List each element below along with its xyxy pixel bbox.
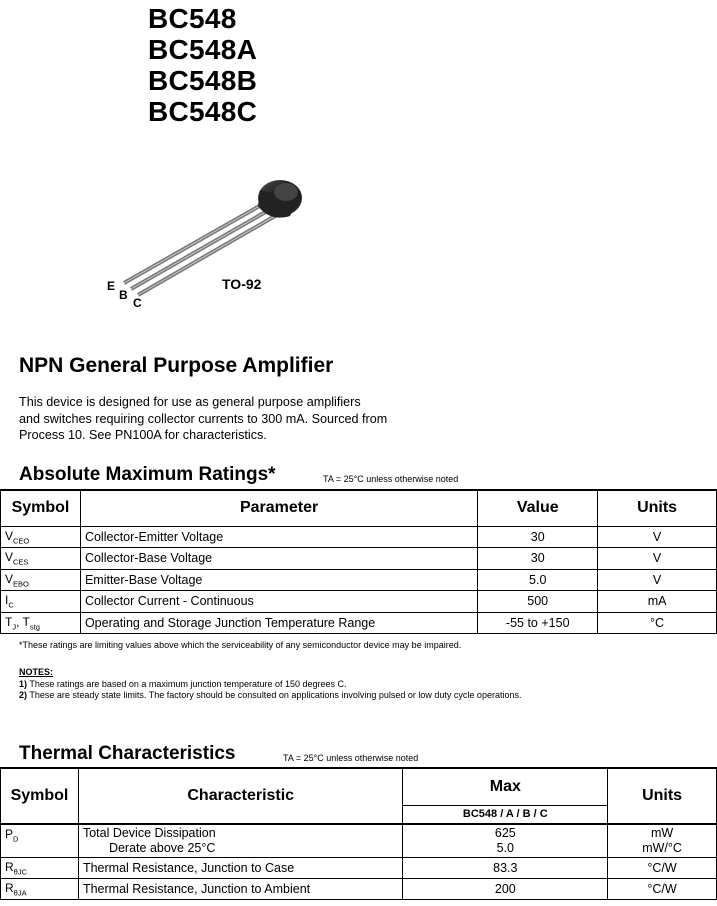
notes	[19, 667, 521, 702]
table-row	[1, 526, 717, 548]
note-1: 1) These ratings are based on a maximum junction temperature of 150 degrees C.	[19, 678, 347, 689]
parameter-cell: Collector-Base Voltage	[80, 548, 477, 570]
symbol-cell: $R_{\theta JA}$	[1, 879, 79, 900]
part-numbers	[148, 3, 257, 127]
header-max: Max	[403, 768, 608, 805]
header-units: Units	[608, 768, 717, 824]
package-label: TO-92	[222, 276, 262, 292]
symbol-cell: $V_{CEO}$	[1, 526, 81, 548]
symbol-cell: $T_J$, $T_{stg}$	[1, 612, 81, 634]
part-number-bc548a: BC548A	[148, 34, 258, 65]
table-row	[1, 879, 717, 900]
units-cell: °C/W	[608, 879, 717, 900]
header-symbol: Symbol	[1, 768, 79, 824]
amr-condition: TA = 25°C unless otherwise noted	[323, 474, 459, 484]
value-cell: 5.0	[478, 569, 598, 591]
parameter-cell: Emitter-Base Voltage	[80, 569, 477, 591]
amr-title: Absolute Maximum Ratings*	[19, 464, 276, 485]
description-line: Process 10. See PN100A for characteristics.	[19, 428, 267, 443]
symbol-cell: $V_{CES}$	[1, 548, 81, 570]
table-header-row	[1, 490, 717, 526]
table-row	[1, 591, 717, 613]
device-title: NPN General Purpose Amplifier	[19, 354, 334, 377]
units-cell: °C/W	[608, 858, 717, 879]
units-cell: mW mW/°C	[608, 824, 717, 858]
header-units: Units	[598, 490, 717, 526]
ratings-footnote: *These ratings are limiting values above which the serviceability of any semiconductor device may be impaired.	[19, 640, 462, 650]
symbol-cell: $P_D$	[1, 824, 79, 858]
max-cell: 83.3	[403, 858, 608, 879]
thermal-title: Thermal Characteristics	[19, 743, 236, 764]
lead-label-emitter: E	[107, 279, 116, 293]
absolute-maximum-ratings-table	[0, 489, 717, 634]
table-row	[1, 612, 717, 634]
value-cell: 500	[478, 591, 598, 613]
value-cell: -55 to +150	[478, 612, 598, 634]
part-number-bc548: BC548	[148, 3, 237, 34]
parameter-cell: Operating and Storage Junction Temperature Range	[80, 612, 477, 634]
max-cell: 200	[403, 879, 608, 900]
units-cell: V	[598, 526, 717, 548]
header-value: Value	[478, 490, 598, 526]
lead-label-base: B	[119, 288, 128, 302]
characteristic-line: Derate above 25°C	[108, 841, 216, 855]
to92-transistor-drawing	[100, 170, 310, 300]
header-max-subheading: BC548 / A / B / C	[403, 805, 608, 824]
characteristic-cell: Thermal Resistance, Junction to Case	[78, 858, 403, 879]
units-cell: mA	[598, 591, 717, 613]
value-cell: 30	[478, 548, 598, 570]
symbol-cell: $I_C$	[1, 591, 81, 613]
description-line: and switches requiring collector currents to 300 mA. Sourced from	[19, 411, 388, 426]
parameter-cell: Collector-Emitter Voltage	[80, 526, 477, 548]
symbol-cell: $V_{EBO}$	[1, 569, 81, 591]
part-number-bc548c: BC548C	[148, 96, 258, 127]
table-row	[1, 824, 717, 858]
thermal-characteristics-table	[0, 767, 717, 900]
part-number-bc548b: BC548B	[148, 65, 258, 96]
symbol-cell: $R_{\theta JC}$	[1, 858, 79, 879]
header-parameter: Parameter	[80, 490, 477, 526]
units-cell: V	[598, 548, 717, 570]
thermal-condition: TA = 25°C unless otherwise noted	[283, 753, 419, 763]
description-line: This device is designed for use as general purpose amplifiers	[19, 395, 361, 409]
max-cell: 625 5.0	[403, 824, 608, 858]
table-row	[1, 858, 717, 879]
units-cell: °C	[598, 612, 717, 634]
characteristic-line: Total Device Dissipation	[82, 826, 216, 840]
units-cell: V	[598, 569, 717, 591]
header-symbol: Symbol	[1, 490, 81, 526]
notes-heading: NOTES:	[19, 667, 54, 677]
characteristic-cell	[78, 824, 403, 858]
table-header-row	[1, 768, 717, 805]
table-row	[1, 569, 717, 591]
table-row	[1, 548, 717, 570]
characteristic-cell: Thermal Resistance, Junction to Ambient	[78, 879, 403, 900]
parameter-cell: Collector Current - Continuous	[80, 591, 477, 613]
header-characteristic: Characteristic	[78, 768, 403, 824]
device-description	[19, 394, 399, 444]
value-cell: 30	[478, 526, 598, 548]
lead-label-collector: C	[133, 296, 142, 310]
note-2: 2) These are steady state limits. The factory should be consulted on applications involving pulsed or low duty cycle operations.	[19, 690, 522, 700]
